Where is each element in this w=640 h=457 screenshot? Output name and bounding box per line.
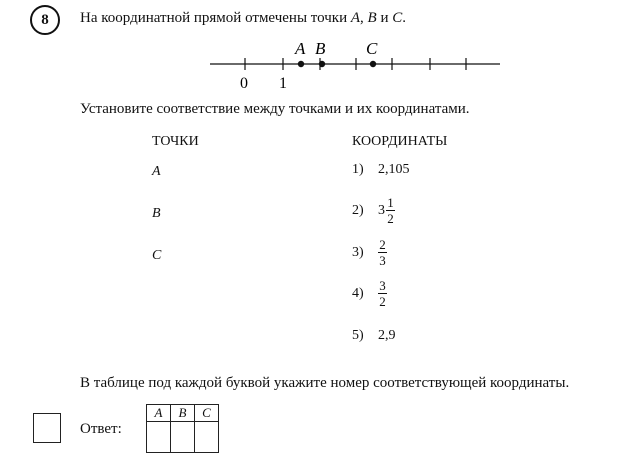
coords-header: КООРДИНАТЫ <box>352 134 448 149</box>
task-point-b: B <box>367 10 377 26</box>
score-box <box>33 413 61 443</box>
matching-instruction: Установите соответствие между точками и их координатами. <box>80 101 470 117</box>
task-text-prefix: На координатной прямой отмечены точки <box>80 10 351 26</box>
answer-cell-a[interactable] <box>147 422 171 453</box>
option-1-value: 2,105 <box>378 162 410 177</box>
option-2-number: 2) <box>352 202 364 218</box>
option-2-fraction <box>386 196 395 225</box>
point-item-b: B <box>152 206 161 221</box>
option-4-denominator: 2 <box>379 294 386 309</box>
answer-table <box>146 404 219 453</box>
option-3 <box>352 238 387 267</box>
option-4 <box>352 279 387 308</box>
point-c-label: C <box>366 39 378 58</box>
point-a-dot <box>298 61 304 67</box>
option-2-denominator: 2 <box>387 211 394 226</box>
point-item-c: C <box>152 248 162 263</box>
tick-label-0: 0 <box>240 75 248 92</box>
option-3-number: 3) <box>352 244 364 260</box>
point-b-dot <box>319 61 325 67</box>
point-a-label: A <box>295 39 306 58</box>
answer-instruction: В таблице под каждой буквой укажите номер соответствующей координаты. <box>80 375 570 391</box>
task-point-a: A <box>350 10 361 26</box>
answer-label: Ответ: <box>80 421 122 437</box>
point-b-label: B <box>315 39 326 58</box>
task-number: 8 <box>41 11 49 28</box>
option-3-fraction <box>378 238 387 267</box>
point-c-dot <box>370 61 376 67</box>
option-2-whole: 3 <box>378 202 385 218</box>
option-5-value: 2,9 <box>378 328 396 343</box>
option-4-numerator: 3 <box>379 278 386 293</box>
option-1-number: 1) <box>352 162 364 177</box>
task-end: . <box>402 10 406 26</box>
task-point-c: C <box>392 10 403 26</box>
option-1 <box>352 162 410 178</box>
answer-cell-b[interactable] <box>171 422 195 453</box>
option-3-denominator: 3 <box>379 253 386 268</box>
option-4-fraction <box>378 279 387 308</box>
tick-label-1: 1 <box>279 75 287 92</box>
points-header: ТОЧКИ <box>152 134 199 149</box>
answer-header-a: A <box>147 405 171 422</box>
option-5-number: 5) <box>352 328 364 343</box>
option-2 <box>352 196 395 225</box>
option-2-numerator: 1 <box>387 195 394 210</box>
answer-header-c: C <box>195 405 219 422</box>
task-sep-2: и <box>376 10 393 26</box>
option-5 <box>352 328 396 344</box>
task-sep-1: , <box>360 10 368 26</box>
option-4-number: 4) <box>352 285 364 301</box>
number-line-diagram <box>0 0 640 100</box>
answer-header-b: B <box>171 405 195 422</box>
option-3-numerator: 2 <box>379 237 386 252</box>
answer-cell-c[interactable] <box>195 422 219 453</box>
point-item-a: A <box>152 164 161 179</box>
